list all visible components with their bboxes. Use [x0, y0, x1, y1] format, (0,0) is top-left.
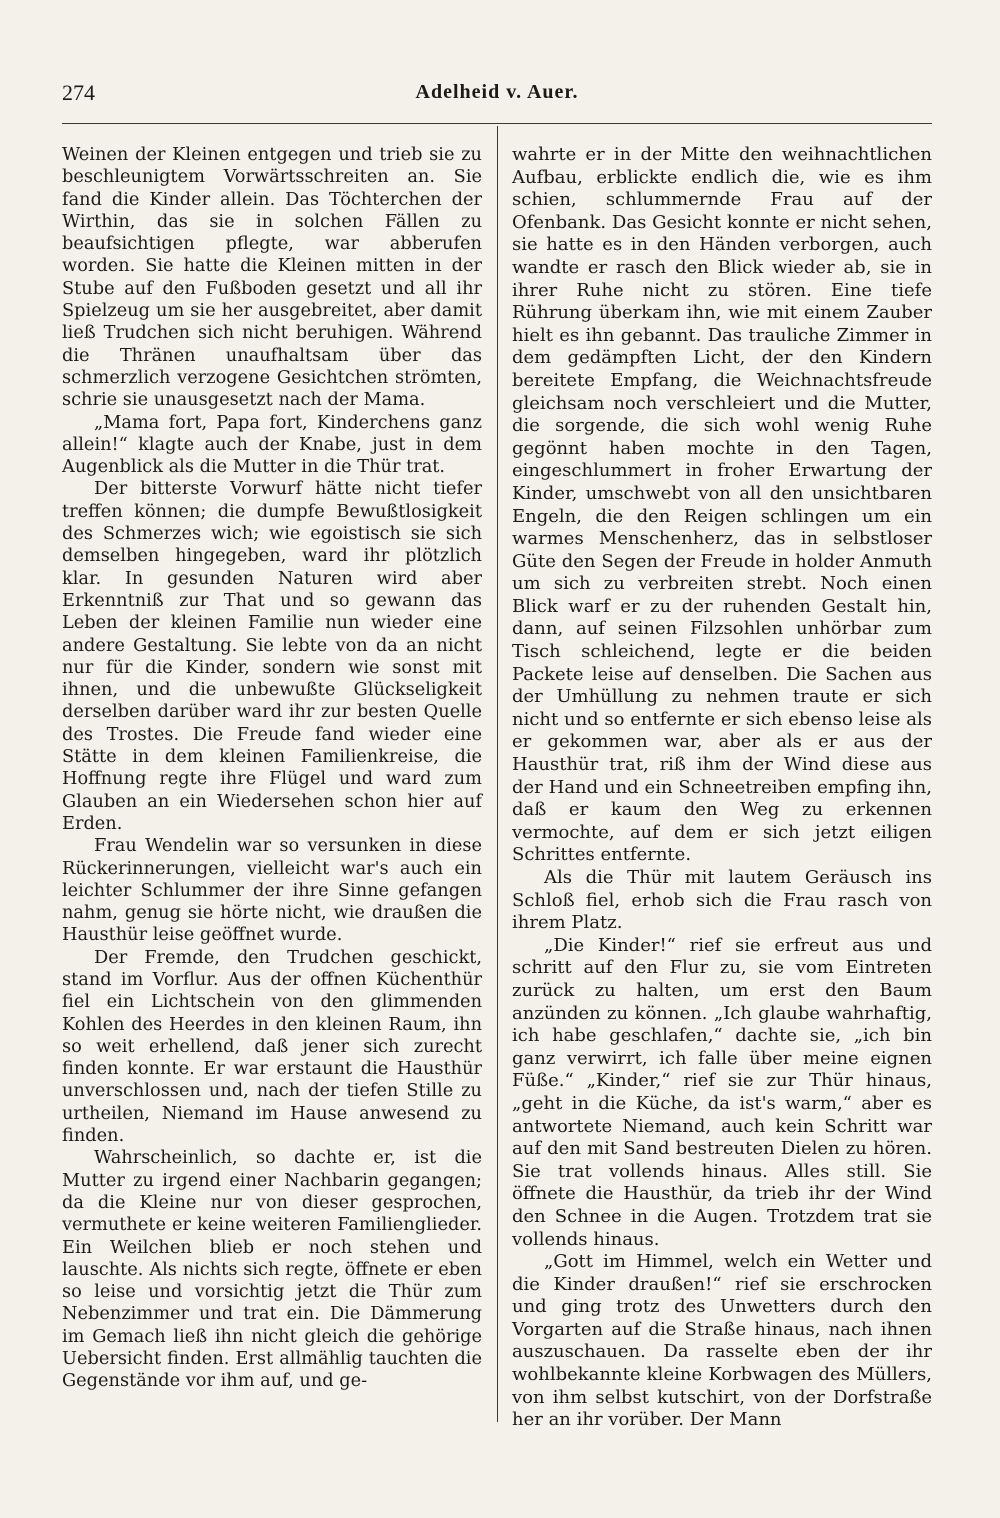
running-title: Adelheid v. Auer. [415, 81, 579, 103]
left-column [62, 144, 482, 1393]
paragraph: Wahrscheinlich, so dachte er, ist die Mutter zu irgend einer Nachbarin gegangen; da die Kleine nur von dieser gesprochen, vermuthete er keine weiteren Familienglieder. Ein Weilchen blieb er noch stehen und lauschte. Als nichts sich regte, öffnete er eben so leise und vorsichtig jetzt die Thür zum Nebenzimmer und trat ein. Die Dämmerung im Gemach ließ ihn nicht gleich die gehörige Uebersicht finden. Erst allmählig tauchten die Gegenstände vor ihm auf, und ge- [62, 1148, 482, 1392]
paragraph: Frau Wendelin war so versunken in diese Rückerinnerungen, vielleicht war's auch ein leichter Schlummer der ihre Sinne gefangen nahm, genug sie hörte nicht, wie draußen die Hausthür leise geöffnet wurde. [62, 836, 482, 946]
paragraph: wahrte er in der Mitte den weihnachtlichen Aufbau, erblickte endlich die, wie es ihm schien, schlummernde Frau auf der Ofenbank. Das Gesicht konnte er nicht sehen, sie hatte es in den Händen verborgen, auch wandte er rasch den Blick wieder ab, sie in ihrer Ruhe nicht zu stören. Eine tiefe Rührung überkam ihn, wie mit einem Zauber hielt es ihn gebannt. Das trauliche Zimmer in dem gedämpften Licht, der den Kindern bereitete Empfang, die Weichnachtsfreude gleichsam noch verschleiert und die Mutter, die sorgende, die sich wohl wenig Ruhe gegönnt haben mochte in den Tagen, eingeschlummert in froher Erwartung der Kinder, umschwebt von all den unsichtbaren Engeln, die den Reigen schlingen um ein warmes Menschenherz, das in selbstloser Güte den Segen der Freude in holder Anmuth um sich zu verbreiten strebt. Noch einen Blick warf er zu der ruhenden Gestalt hin, dann, auf seinen Filzsohlen unhörbar zum Tisch schleichend, legte er die beiden Packete leise auf denselben. Die Sachen aus der Umhüllung zu nehmen traute er sich nicht und so entfernte er sich ebenso leise als er gekommen war, aber als er aus der Hausthür trat, riß ihm der Wind diese aus der Hand und ein Schneetreiben empfing ihn, daß er kaum den Weg zu erkennen vermochte, auf dem er sich jetzt eiligen Schrittes entfernte. [512, 144, 932, 866]
paragraph: Der bitterste Vorwurf hätte nicht tiefer treffen können; die dumpfe Bewußtlosigkeit des Schmerzes wich; wie egoistisch sie sich demselben hingegeben, ward ihr plötzlich klar. In gesunden Naturen wird aber Erkenntniß zur That und so gewann das Leben der kleinen Familie nun wieder eine andere Gestaltung. Sie lebte von da an nicht nur für die Kinder, sondern wie sonst mit ihnen, und die unbewußte Glückseligkeit derselben darüber ward ihr zur besten Quelle des Trostes. Die Freude fand wieder eine Stätte in dem kleinen Familienkreise, die Hoffnung regte ihre Flügel und ward zum Glauben an ein Wiedersehen schon hier auf Erden. [62, 479, 482, 834]
paragraph: „Die Kinder!“ rief sie erfreut aus und schritt auf den Flur zu, sie vom Eintreten zurück zu halten, um erst den Baum anzünden zu können. „Ich glaube wahrhaftig, ich habe geschlafen,“ dachte sie, „ich bin ganz verwirrt, ich falle über meine eignen Füße.“ „Kinder,“ rief sie zur Thür hinaus, „geht in die Küche, da ist's warm,“ aber es antwortete Niemand, auch kein Schritt war auf den mit Sand bestreuten Dielen zu hören. Sie trat vollends hinaus. Alles still. Sie öffnete die Hausthür, da trieb ihr der Wind den Schnee in die Augen. Trotzdem trat sie vollends hinaus. [512, 934, 932, 1250]
paragraph: „Mama fort, Papa fort, Kinderchens ganz allein!“ klagte auch der Knabe, just in dem Augenblick als die Mutter in die Thür trat. [62, 412, 482, 478]
column-divider [497, 126, 498, 1422]
page-number: 274 [62, 80, 95, 105]
paragraph: Als die Thür mit lautem Geräusch ins Schloß fiel, erhob sich die Frau rasch von ihrem Platz. [512, 867, 932, 934]
paragraph: Der Fremde, den Trudchen geschickt, stand im Vorflur. Aus der offnen Küchenthür fiel ein Lichtschein von den glimmenden Kohlen des Heerdes in den kleinen Raum, ihn so weit erhellend, daß jener sich zurecht finden konnte. Er war erstaunt die Hausthür unverschlossen und, nach der tiefen Stille zu urtheilen, Niemand im Hause anwesend zu finden. [62, 947, 482, 1147]
paragraph: Weinen der Kleinen entgegen und trieb sie zu beschleunigtem Vorwärtsschreiten an. Sie fand die Kinder allein. Das Töchterchen der Wirthin, das sie in solchen Fällen zu beaufsichtigen pflegte, war abberufen worden. Sie hatte die Kleinen mitten in der Stube auf den Fußboden gesetzt und all ihr Spielzeug um sie her ausgebreitet, aber damit ließ Trudchen sich nicht beruhigen. Während die Thränen unaufhaltsam über das schmerzlich verzogene Gesichtchen strömten, schrie sie unausgesetzt nach der Mama. [62, 145, 482, 411]
right-column [512, 144, 932, 1432]
page-header [62, 80, 932, 110]
header-rule [62, 123, 932, 124]
paragraph: „Gott im Himmel, welch ein Wetter und die Kinder draußen!“ rief sie erschrocken und ging trotz des Unwetters durch den Vorgarten auf die Straße hinaus, nach ihnen auszuschauen. Da rasselte eben der ihr wohlbekannte kleine Korbwagen des Müllers, von ihm selbst kutschirt, von der Dorfstraße her an ihr vorüber. Der Mann [512, 1251, 932, 1431]
